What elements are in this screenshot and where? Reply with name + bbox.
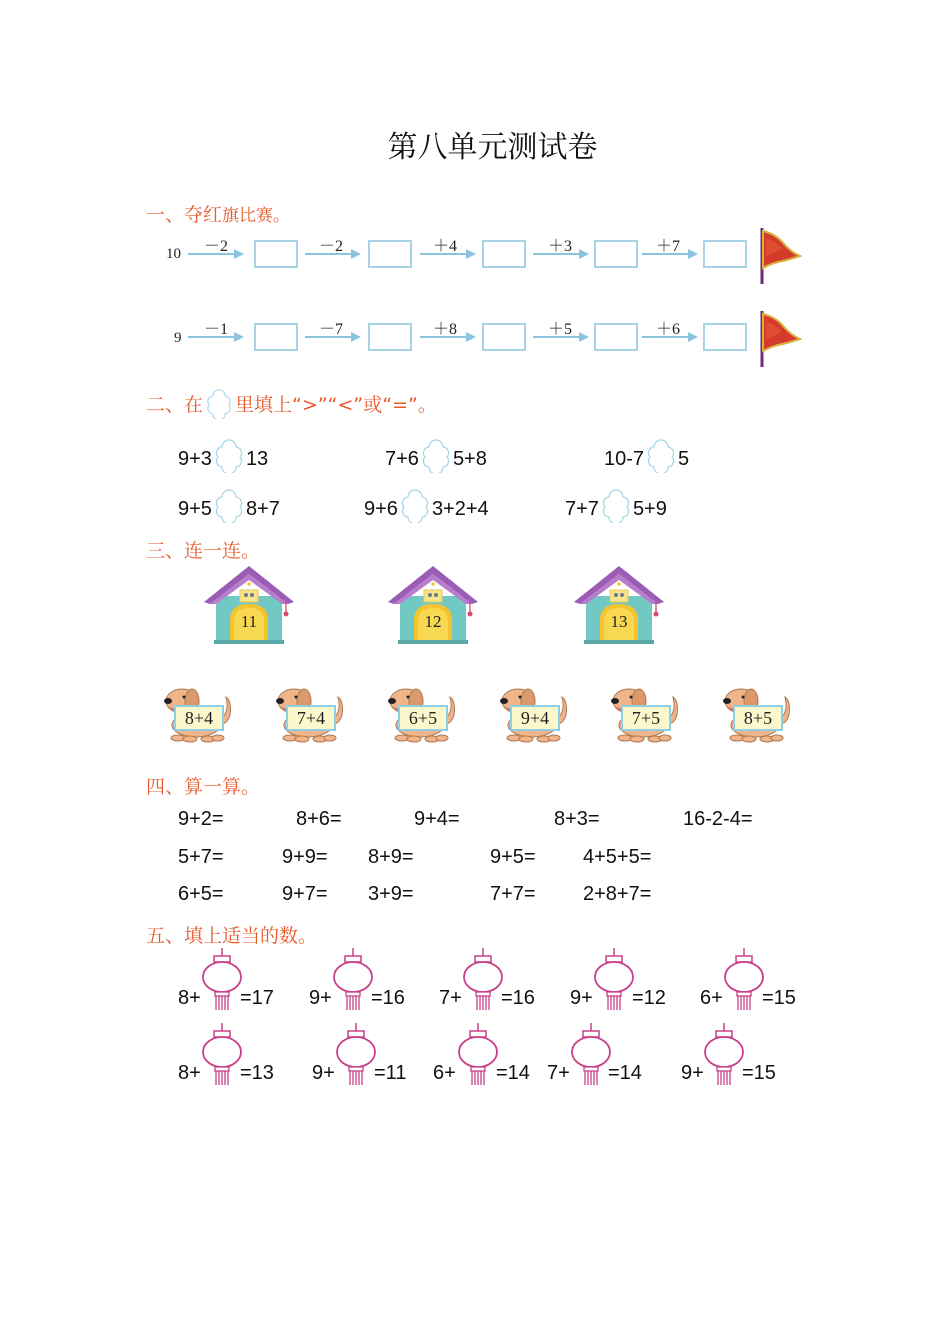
house-13[interactable] — [570, 562, 670, 646]
answer-box[interactable] — [368, 323, 412, 351]
compare-right: 5 — [678, 448, 690, 470]
lantern-answer-slot[interactable] — [592, 948, 636, 1010]
lantern-left: 9+ — [309, 987, 332, 1009]
step-label: ＋8 — [432, 321, 457, 338]
step-label: ＋6 — [655, 321, 680, 338]
lantern-left: 9+ — [570, 987, 593, 1009]
arrow-right-icon — [188, 330, 244, 344]
calc-item[interactable]: 8+9= — [368, 846, 414, 868]
lantern-left: 9+ — [312, 1062, 335, 1084]
calc-item[interactable]: 9+4= — [414, 808, 460, 830]
section-number: 五、 — [146, 925, 185, 947]
compare-right: 3+2+4 — [431, 498, 489, 520]
dog-card[interactable] — [492, 683, 572, 745]
calc-item[interactable]: 8+6= — [296, 808, 342, 830]
arrow-right-icon — [533, 247, 589, 261]
lantern-right: =15 — [762, 987, 796, 1009]
section-title: 填上适当的数。 — [184, 925, 318, 947]
calc-item[interactable]: 6+5= — [178, 883, 224, 905]
calc-item[interactable]: 9+7= — [282, 883, 328, 905]
dog-expression: 8+4 — [174, 705, 224, 731]
house-number: 13 — [610, 612, 628, 631]
compare-left: 9+3 — [178, 448, 212, 470]
lantern-right: =16 — [501, 987, 535, 1009]
page-title: 第八单元测试卷 — [387, 130, 598, 165]
section-number: 二、 — [146, 394, 185, 416]
dog-card[interactable] — [268, 683, 348, 745]
lantern-answer-slot[interactable] — [456, 1023, 500, 1085]
section-suffix: 里填上“>”“<”或“=”。 — [235, 394, 437, 416]
section-title-big: 夺红 — [184, 204, 223, 226]
cloud-answer-slot[interactable] — [644, 439, 678, 473]
house-11[interactable] — [200, 562, 300, 646]
section-title: 连一连。 — [184, 540, 261, 562]
section-3-heading — [146, 536, 260, 563]
section-number: 一、 — [146, 204, 185, 226]
dog-card[interactable] — [156, 683, 236, 745]
lantern-answer-slot[interactable] — [331, 948, 375, 1010]
calc-item[interactable]: 3+9= — [368, 883, 414, 905]
calc-item[interactable]: 2+8+7= — [583, 883, 652, 905]
lantern-right: =13 — [240, 1062, 274, 1084]
lantern-right: =14 — [608, 1062, 642, 1084]
compare-item — [178, 489, 280, 523]
calc-item[interactable]: 9+2= — [178, 808, 224, 830]
arrow-right-icon — [642, 247, 698, 261]
section-number: 四、 — [146, 776, 185, 798]
lantern-answer-slot[interactable] — [702, 1023, 746, 1085]
house-icon — [200, 562, 300, 646]
section-4-heading — [146, 772, 260, 799]
lantern-left: 6+ — [433, 1062, 456, 1084]
answer-box[interactable] — [703, 323, 747, 351]
dog-expression: 7+5 — [621, 705, 671, 731]
calc-item[interactable]: 16-2-4= — [683, 808, 753, 830]
compare-right: 13 — [245, 448, 269, 470]
section-prefix: 在 — [184, 394, 204, 416]
house-icon — [570, 562, 670, 646]
compare-item — [385, 439, 487, 473]
red-flag-icon — [758, 309, 802, 367]
answer-box[interactable] — [254, 323, 298, 351]
lantern-right: =16 — [371, 987, 405, 1009]
arrow-right-icon — [188, 247, 244, 261]
compare-left: 7+7 — [565, 498, 599, 520]
step-label: ＋5 — [547, 321, 572, 338]
calc-item[interactable]: 5+7= — [178, 846, 224, 868]
step-label: －2 — [203, 238, 228, 255]
lantern-right: =17 — [240, 987, 274, 1009]
section-5-heading — [146, 921, 317, 948]
cloud-answer-slot[interactable] — [599, 489, 633, 523]
arrow-right-icon — [420, 330, 476, 344]
section-1-heading — [146, 200, 290, 227]
answer-box[interactable] — [703, 240, 747, 268]
step-label: ＋7 — [655, 238, 680, 255]
compare-right: 8+7 — [245, 498, 280, 520]
cloud-answer-slot[interactable] — [398, 489, 432, 523]
step-label: ＋3 — [547, 238, 572, 255]
chain-start-value: 9 — [174, 330, 182, 346]
answer-box[interactable] — [594, 323, 638, 351]
lantern-left: 7+ — [547, 1062, 570, 1084]
dog-card[interactable] — [715, 683, 795, 745]
section-number: 三、 — [146, 540, 185, 562]
arrow-right-icon — [533, 330, 589, 344]
compare-item — [364, 489, 489, 523]
section-title-small: 旗比赛。 — [222, 206, 291, 226]
step-label: ＋4 — [432, 238, 457, 255]
compare-item — [604, 439, 689, 473]
cloud-answer-slot[interactable] — [212, 489, 246, 523]
house-12[interactable] — [384, 562, 484, 646]
house-number: 11 — [240, 612, 258, 631]
cloud-answer-slot[interactable] — [419, 439, 453, 473]
step-label: －2 — [318, 238, 343, 255]
step-label: －7 — [318, 321, 343, 338]
lantern-answer-slot[interactable] — [461, 948, 505, 1010]
section-2-heading — [146, 389, 437, 419]
lantern-left: 6+ — [700, 987, 723, 1009]
chain-start-value: 10 — [166, 246, 181, 262]
arrow-right-icon — [305, 247, 361, 261]
lantern-right: =14 — [496, 1062, 530, 1084]
lantern-right: =12 — [632, 987, 666, 1009]
lantern-right: =11 — [374, 1062, 407, 1084]
answer-box[interactable] — [254, 240, 298, 268]
house-number: 12 — [424, 612, 442, 631]
calc-item[interactable]: 7+7= — [490, 883, 536, 905]
lantern-answer-slot[interactable] — [722, 948, 766, 1010]
compare-item — [178, 439, 268, 473]
compare-left: 10-7 — [604, 448, 645, 470]
answer-box[interactable] — [482, 240, 526, 268]
dog-card[interactable] — [603, 683, 683, 745]
calc-item[interactable]: 8+3= — [554, 808, 600, 830]
step-label: －1 — [203, 321, 228, 338]
calc-item[interactable]: 9+9= — [282, 846, 328, 868]
dog-expression: 9+4 — [510, 705, 560, 731]
lantern-answer-slot[interactable] — [569, 1023, 613, 1085]
lantern-answer-slot[interactable] — [200, 948, 244, 1010]
answer-box[interactable] — [594, 240, 638, 268]
compare-left: 7+6 — [385, 448, 419, 470]
lantern-left: 7+ — [439, 987, 462, 1009]
lantern-left: 9+ — [681, 1062, 704, 1084]
dog-card[interactable] — [380, 683, 460, 745]
answer-box[interactable] — [482, 323, 526, 351]
cloud-icon — [204, 389, 234, 419]
cloud-answer-slot[interactable] — [212, 439, 246, 473]
lantern-right: =15 — [742, 1062, 776, 1084]
dog-expression: 6+5 — [398, 705, 448, 731]
compare-left: 9+5 — [178, 498, 212, 520]
lantern-left: 8+ — [178, 987, 201, 1009]
lantern-answer-slot[interactable] — [200, 1023, 244, 1085]
answer-box[interactable] — [368, 240, 412, 268]
section-title: 算一算。 — [184, 776, 261, 798]
arrow-right-icon — [420, 247, 476, 261]
compare-right: 5+8 — [452, 448, 487, 470]
dog-expression: 8+5 — [733, 705, 783, 731]
compare-right: 5+9 — [632, 498, 667, 520]
lantern-answer-slot[interactable] — [334, 1023, 378, 1085]
calc-item[interactable]: 9+5= — [490, 846, 536, 868]
compare-item — [565, 489, 667, 523]
lantern-left: 8+ — [178, 1062, 201, 1084]
dog-expression: 7+4 — [286, 705, 336, 731]
compare-left: 9+6 — [364, 498, 398, 520]
arrow-right-icon — [642, 330, 698, 344]
calc-item[interactable]: 4+5+5= — [583, 846, 652, 868]
arrow-right-icon — [305, 330, 361, 344]
house-icon — [384, 562, 484, 646]
red-flag-icon — [758, 226, 802, 284]
